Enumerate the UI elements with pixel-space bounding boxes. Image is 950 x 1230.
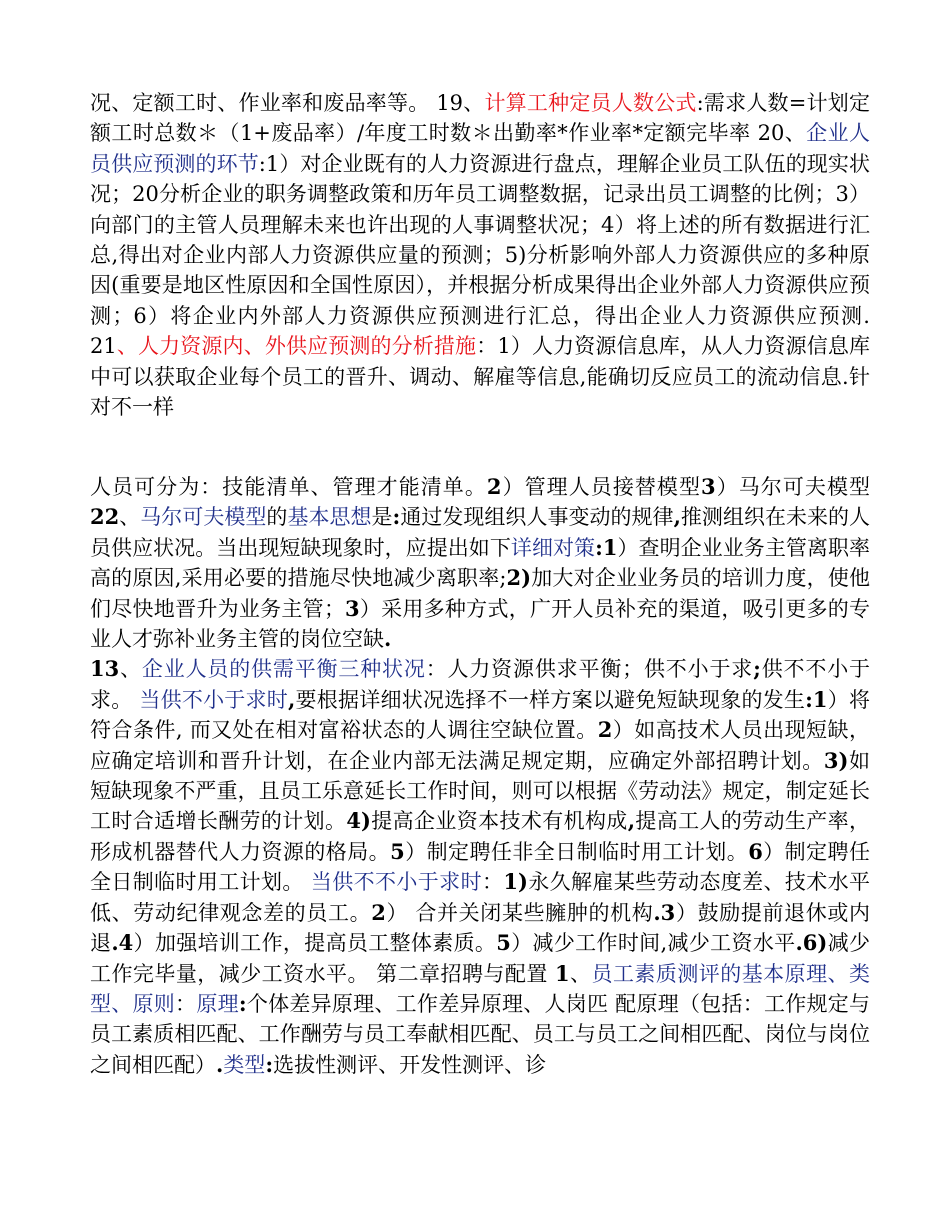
text-run: ：	[481, 870, 504, 895]
heading-principle: 原理	[196, 991, 239, 1016]
text-run: :需求人数=计划定额工时总数＊（1+废品率）/年度工时数＊出勤率*作业率*定额完毕率 20、	[90, 91, 870, 146]
heading-supply-forecast: 企业人员供应预测的环节	[90, 121, 870, 176]
number-run: ;	[753, 656, 761, 682]
text-run: 提高企业资本技术有机构成	[370, 809, 628, 834]
number-run: 4)	[346, 808, 371, 834]
text-run: 个体差异原理、工作差异原理、人岗匹 配原理（包括：工作规定与员工素质相匹配、工作酬劳与员工奉献相匹配、员工与员工之间相匹配、岗位与岗位之间相匹配）	[90, 991, 871, 1077]
number-run: :1	[595, 534, 618, 560]
text-run: 供不不小于求。	[90, 657, 871, 712]
text-run: ）采用多种方式，广开人员补充的渠道，吸引更多的专业人才弥补业务主管的岗位空缺	[90, 596, 871, 652]
text-run: ） 合并关闭某些臃肿的机构	[385, 900, 654, 925]
number-run: .	[384, 626, 392, 652]
text-run: 永久解雇某些劳动态度差、技术水平低、劳动纪律观念差的员工。	[90, 870, 871, 925]
text-run: 、	[119, 505, 141, 530]
heading-detailed-measures: 详细对策	[510, 535, 596, 560]
text-run: ）制定聘任全日制临时用工计划。	[90, 839, 870, 895]
text-run: 要根据详细状况选择不一样方案以避免短缺现象的发生	[295, 687, 806, 712]
number-run: 2	[597, 717, 613, 743]
text-run: 如短缺现象不严重，且员工乐意延长工作时间，则可以根据《劳动法》规定，制定延长工时合适增长酬劳的计划。	[90, 748, 871, 834]
text-run: 减少工作完毕量，减少工资水平。 第二章招聘与配置	[90, 931, 871, 986]
number-run: .4	[111, 930, 134, 956]
number-run: 1)	[503, 869, 528, 895]
number-run: :1	[805, 686, 828, 712]
number-run: 13	[90, 656, 120, 682]
text-run: 的	[266, 505, 288, 530]
number-run: :	[238, 990, 247, 1016]
number-run: 5	[496, 930, 511, 956]
number-run: 2)	[506, 565, 532, 591]
number-run: 1	[554, 960, 570, 986]
number-run: 2	[371, 899, 386, 925]
number-run: 3	[701, 474, 716, 499]
text-run: ）管理人员接替模型	[501, 475, 702, 499]
number-run: :	[265, 1051, 274, 1077]
text-run: 况、定额工时、作业率和废品率等。 19、	[90, 91, 485, 115]
text-run: 推测组织在未来的人员供应状况。当出现短缺现象时，应提出如下	[90, 505, 871, 560]
text-run: ）制定聘任非全日制临时用工计划。	[404, 839, 749, 864]
number-run: ,	[288, 686, 296, 712]
heading-three-states: 企业人员的供需平衡三种状况	[141, 657, 426, 682]
number-run: .6)	[795, 930, 828, 956]
number-run: 5	[390, 838, 405, 864]
text-run: ）加强培训工作，提高员工整体素质。	[133, 931, 497, 956]
text-run: 人员可分为：技能清单、管理才能清单。	[90, 475, 487, 499]
text-run: ：	[175, 991, 197, 1016]
text-run: ）马尔可夫模型	[715, 475, 871, 499]
number-run: 22	[90, 504, 120, 530]
paragraph-1	[90, 88, 870, 422]
heading-basic-idea: 基本思想	[287, 505, 372, 530]
text-run: 、	[119, 657, 142, 682]
number-run: :	[392, 504, 401, 530]
text-run: ）减少工作时间,减少工资水平	[510, 931, 796, 956]
text-run: 加大对企业业务员的培训力度，使他们尽快地晋升为业务主管；	[90, 566, 871, 621]
heading-type: 类型	[223, 1052, 266, 1077]
text-run: ）鼓励提前退休或内退	[90, 900, 870, 956]
number-run: .	[216, 1051, 224, 1077]
text-run: ）如高技术人员出现短缺，应确定培训和晋升计划，在企业内部无法满足规定期，应确定外部招聘计划。	[90, 718, 870, 773]
number-run: 3)	[823, 747, 849, 773]
number-run: 6	[748, 838, 763, 864]
heading-supply-short: 当供不不小于求时	[310, 870, 482, 895]
heading-supply-exceeds: 当供不小于求时	[139, 687, 289, 712]
text-run: 通过发现组织人事变动的规律	[400, 505, 674, 530]
text-run: 提高工人的劳动生产率，形成机器替代人力资源的格局。	[90, 809, 871, 864]
text-run: ）将符合条件, 而又处在相对富裕状态的人调往空缺位置。	[90, 687, 870, 743]
number-run: .3	[653, 899, 676, 925]
heading-analysis-methods: 、人力资源内、外供应预测的分析措施	[116, 334, 477, 359]
number-run: ,	[673, 504, 681, 530]
paragraph-2	[90, 472, 870, 1080]
heading-formula: 计算工种定员人数公式	[484, 91, 697, 115]
number-run: ,	[627, 808, 635, 834]
text-run: 是	[371, 505, 393, 530]
text-run: ）查明企业业务主管离职率高的原因,采用必要的措施尽快地减少离职率;	[90, 535, 871, 591]
heading-markov-model: 马尔可夫模型	[140, 505, 267, 530]
text-run: 、	[569, 961, 592, 986]
number-run: 3	[344, 595, 360, 621]
text-run: :1）对企业既有的人力资源进行盘点，理解企业员工队伍的现实状况；20分析企业的职务调整政策和历年员工调整数据，记录出员工调整的比例；3）向部门的主管人员理解未来也许出现的人事调整状况；4）将上述的所有数据进行汇总,得出对企业内部人力资源供应量的预测；5)分析影响外部人力资源供应的多种原因(重要是地区性原因和全国性原因），并根据分析成果得出企业外部人力资源供应预测；6）将企业内外部人力资源供应预测进行汇总，得出企业人力资源供应预测. 21	[90, 151, 871, 359]
text-run: ：1）人力资源信息库，从人力资源信息库中可以获取企业每个员工的晋升、调动、解雇等信息,能确切反应员工的流动信息.针对不一样	[90, 334, 870, 420]
text-run: ：人力资源供求平衡；供不小于求	[425, 657, 754, 682]
text-run: 选拔性测评、开发性测评、诊	[273, 1052, 547, 1077]
heading-assessment-principles: 员工素质测评的基本原理、类型、原则	[90, 961, 871, 1016]
number-run: 2	[486, 474, 502, 499]
